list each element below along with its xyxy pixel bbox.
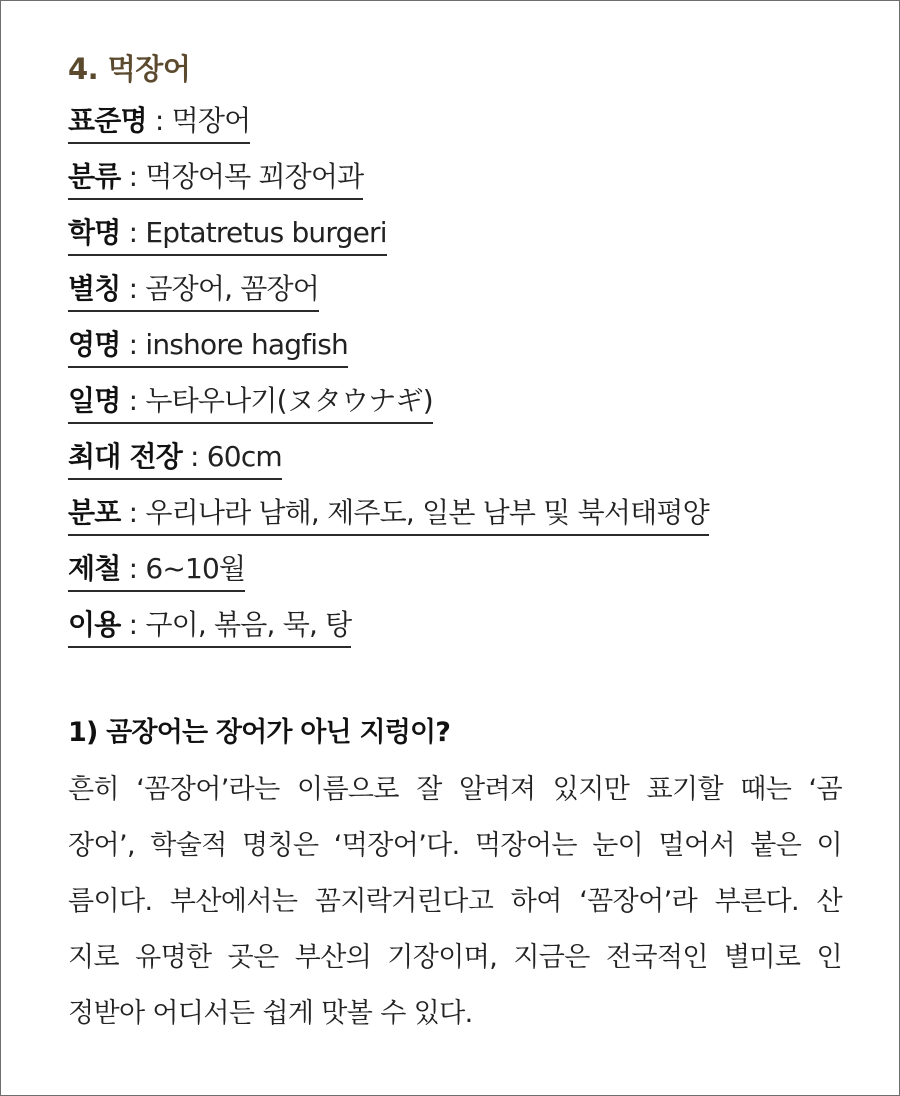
fact-row-standard-name [68, 101, 709, 157]
fact-value: inshore hagfish [145, 328, 349, 361]
fact-value: 먹장어 [171, 104, 251, 137]
fact-item [68, 549, 245, 592]
fact-list [68, 101, 709, 661]
fact-separator: : [120, 608, 146, 641]
fact-separator: : [120, 216, 146, 249]
fact-item [68, 493, 709, 536]
fact-row-max-length [68, 437, 709, 493]
fact-item [68, 437, 282, 480]
fact-separator: : [181, 440, 207, 473]
fact-item [68, 101, 250, 144]
fact-separator: : [120, 384, 146, 417]
fact-item [68, 157, 363, 200]
fact-label: 일명 [68, 384, 121, 417]
paragraph-line: 정받아 어디서든 쉽게 맛볼 수 있다. [68, 998, 473, 1029]
fact-separator: : [120, 328, 146, 361]
fact-row-alias [68, 269, 709, 325]
section-title: 4. 먹장어 [68, 52, 191, 86]
fact-value: 먹장어목 꾀장어과 [145, 160, 364, 193]
fact-row-japanese-name [68, 381, 709, 437]
fact-row-distribution [68, 493, 709, 549]
fact-separator: : [120, 160, 146, 193]
paragraph-line: 름이다. 부산에서는 꼼지락거린다고 하여 ‘꼼장어’라 부른다. 산 [68, 886, 842, 917]
fact-value: 우리나라 남해, 제주도, 일본 남부 및 북서태평양 [145, 496, 709, 529]
fact-value: Eptatretus burgeri [145, 216, 387, 249]
fact-separator: : [120, 552, 146, 585]
fact-label: 제철 [68, 552, 121, 585]
fact-row-english-name [68, 325, 709, 381]
body-paragraph [68, 765, 842, 1045]
paragraph-line: 지로 유명한 곳은 부산의 기장이며, 지금은 전국적인 별미로 인 [68, 942, 842, 973]
fact-value: 60cm [206, 440, 282, 473]
fact-separator: : [120, 272, 146, 305]
fact-row-scientific-name [68, 213, 709, 269]
fact-label: 분류 [68, 160, 121, 193]
fact-item [68, 381, 433, 424]
fact-label: 별칭 [68, 272, 121, 305]
fact-value: 6~10월 [145, 552, 246, 585]
fact-item [68, 269, 319, 312]
fact-label: 영명 [68, 328, 121, 361]
fact-label: 최대 전장 [68, 440, 182, 473]
fact-value: 곰장어, 꼼장어 [145, 272, 320, 305]
fact-separator: : [146, 104, 172, 137]
fact-row-season [68, 549, 709, 605]
subsection-heading: 1) 곰장어는 장어가 아닌 지렁이? [68, 717, 451, 748]
paragraph-line: 흔히 ‘꼼장어’라는 이름으로 잘 알려져 있지만 표기할 때는 ‘곰 [68, 774, 842, 805]
fact-separator: : [120, 496, 146, 529]
fact-label: 학명 [68, 216, 121, 249]
fact-row-usage [68, 605, 709, 661]
fact-label: 분포 [68, 496, 121, 529]
fact-item [68, 213, 387, 256]
fact-label: 이용 [68, 608, 121, 641]
paragraph-line: 장어’, 학술적 명칭은 ‘먹장어’다. 먹장어는 눈이 멀어서 붙은 이 [68, 830, 842, 861]
fact-row-classification [68, 157, 709, 213]
fact-item [68, 605, 351, 648]
fact-label: 표준명 [68, 104, 147, 137]
fact-value: 구이, 볶음, 묵, 탕 [145, 608, 352, 641]
fact-item [68, 325, 348, 368]
fact-value: 누타우나기(ヌタウナギ) [145, 384, 433, 417]
